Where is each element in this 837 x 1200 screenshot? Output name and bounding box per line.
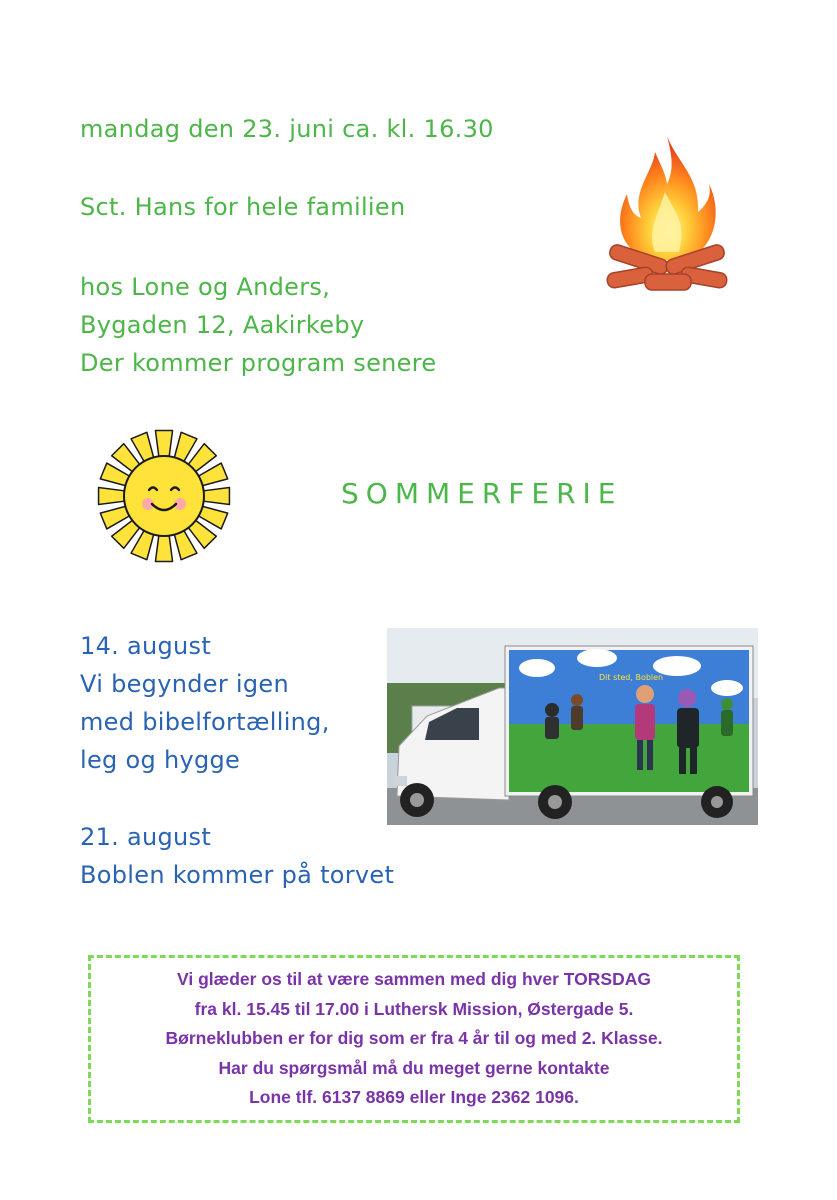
location-line: Bygaden 12, Aakirkeby: [80, 311, 365, 339]
sankthans-date: mandag den 23. juni ca. kl. 16.30: [80, 115, 494, 143]
info-line: fra kl. 15.45 til 17.00 i Luthersk Mission, Østergade 5.: [194, 998, 634, 1019]
truck-photo: [387, 628, 758, 825]
info-line: Lone tlf. 6137 8869 eller Inge 2362 1096.: [249, 1087, 579, 1108]
event-aug21: [80, 818, 394, 894]
event-line: Boblen kommer på torvet: [80, 861, 395, 889]
sun-ray: [155, 536, 172, 562]
location-line: Der kommer program senere: [80, 349, 437, 377]
info-line: Børneklubben er for dig som er fra 4 år til og med 2. Klasse.: [165, 1028, 663, 1049]
event-aug14: [80, 627, 330, 779]
event-line: med bibelfortælling,: [80, 708, 330, 736]
sankthans-location: [80, 268, 436, 382]
summer-heading: SOMMERFERIE: [341, 477, 623, 510]
info-line: Vi glæder os til at være sammen med dig hver TORSDAG: [177, 969, 651, 990]
event-date: 14. august: [80, 632, 212, 660]
sun-ray: [99, 487, 125, 504]
sun-icon: [96, 428, 232, 564]
info-box: [88, 955, 740, 1123]
campfire-icon: [605, 132, 730, 302]
event-line: leg og hygge: [80, 746, 241, 774]
truck-banner-text: Dit sted, Boblen: [599, 673, 664, 682]
location-line: hos Lone og Anders,: [80, 273, 331, 301]
event-date: 21. august: [80, 823, 212, 851]
sankthans-title: Sct. Hans for hele familien: [80, 193, 406, 221]
sun-ray: [204, 487, 230, 504]
event-line: Vi begynder igen: [80, 670, 290, 698]
info-line: Har du spørgsmål må du meget gerne kontakte: [218, 1057, 610, 1078]
sun-ray: [155, 431, 172, 457]
